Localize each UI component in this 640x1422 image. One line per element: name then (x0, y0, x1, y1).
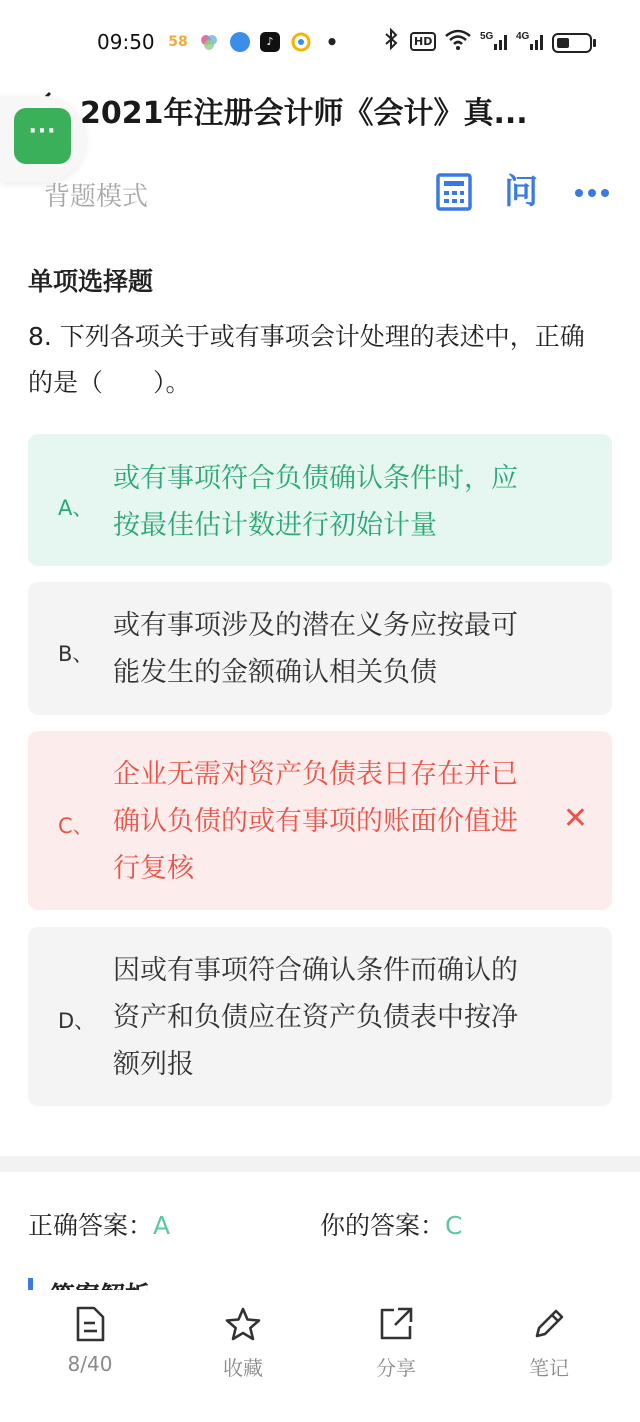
analysis-accent-bar (28, 1278, 33, 1290)
nav-progress[interactable] (30, 1306, 150, 1376)
option-text: 或有事项符合负债确认条件时，应按最佳估计数进行初始计量 (113, 463, 518, 541)
correct-answer-value: A (153, 1211, 171, 1240)
correct-answer-label: 正确答案： (28, 1211, 154, 1240)
tiktok-app-icon: ♪ (260, 32, 280, 52)
floating-menu-holder (0, 96, 86, 182)
bluetooth-icon (383, 28, 399, 55)
document-icon (73, 1306, 107, 1342)
your-answer (320, 1206, 462, 1242)
more-dots-icon[interactable] (572, 172, 612, 212)
status-bar (0, 0, 640, 86)
floating-menu-button[interactable]: ··· (14, 108, 71, 164)
svg-text:5G: 5G (480, 31, 494, 42)
nav-favorite[interactable] (183, 1306, 303, 1381)
ask-button[interactable]: 问 (504, 172, 538, 212)
option-letter: A、 (58, 496, 94, 520)
nav-label: 8/40 (67, 1352, 113, 1376)
option-letter: C、 (58, 814, 94, 838)
option-d[interactable] (28, 927, 612, 1106)
petal-app-icon (199, 32, 219, 52)
nav-notes[interactable] (489, 1306, 609, 1381)
analysis-title (50, 1276, 150, 1290)
nav-label: 笔记 (529, 1356, 569, 1380)
correct-answer (28, 1206, 170, 1242)
option-text: 或有事项涉及的潜在义务应按最可能发生的金额确认相关负债 (113, 610, 518, 688)
share-icon (378, 1306, 414, 1342)
hd-icon: HD (410, 32, 436, 51)
58-app-icon: 58 (168, 34, 188, 50)
signal-4g-icon (516, 30, 546, 57)
option-b[interactable] (28, 582, 612, 715)
star-icon (224, 1306, 262, 1342)
status-time: 09:50 (97, 30, 155, 54)
pen-icon (531, 1306, 567, 1342)
question-type: 单项选择题 (28, 267, 154, 296)
dot-icon: • (325, 30, 339, 54)
your-answer-label: 你的答案： (320, 1211, 446, 1240)
mode-label[interactable]: 背题模式 (44, 182, 149, 212)
wifi-icon (444, 28, 472, 55)
section-divider (0, 1156, 640, 1172)
battery-icon (552, 33, 592, 53)
calculator-icon[interactable] (434, 172, 474, 212)
option-c[interactable] (28, 731, 612, 910)
your-answer-value: C (445, 1211, 463, 1240)
option-a[interactable] (28, 434, 612, 566)
page-title: 2021年注册会计师《会计》真... (80, 96, 528, 131)
option-text: 企业无需对资产负债表日存在并已确认负债的或有事项的账面价值进行复核 (113, 759, 518, 884)
question-text: 8. 下列各项关于或有事项会计处理的表述中，正确的是（ ）。 (28, 322, 585, 397)
wrong-mark-icon: ✕ (562, 801, 588, 836)
blue-app-icon (230, 32, 250, 52)
signal-5g-icon (480, 30, 510, 57)
svg-text:4G: 4G (516, 31, 530, 42)
nav-label: 收藏 (223, 1356, 263, 1380)
nav-share[interactable] (336, 1306, 456, 1381)
option-letter: D、 (58, 1009, 96, 1033)
nav-label: 分享 (376, 1356, 416, 1380)
bottom-nav (0, 1290, 640, 1422)
option-letter: B、 (58, 642, 94, 666)
browser-app-icon (291, 32, 311, 52)
battery-tip (593, 39, 596, 47)
option-text: 因或有事项符合确认条件而确认的资产和负债应在资产负债表中按净额列报 (113, 955, 518, 1080)
